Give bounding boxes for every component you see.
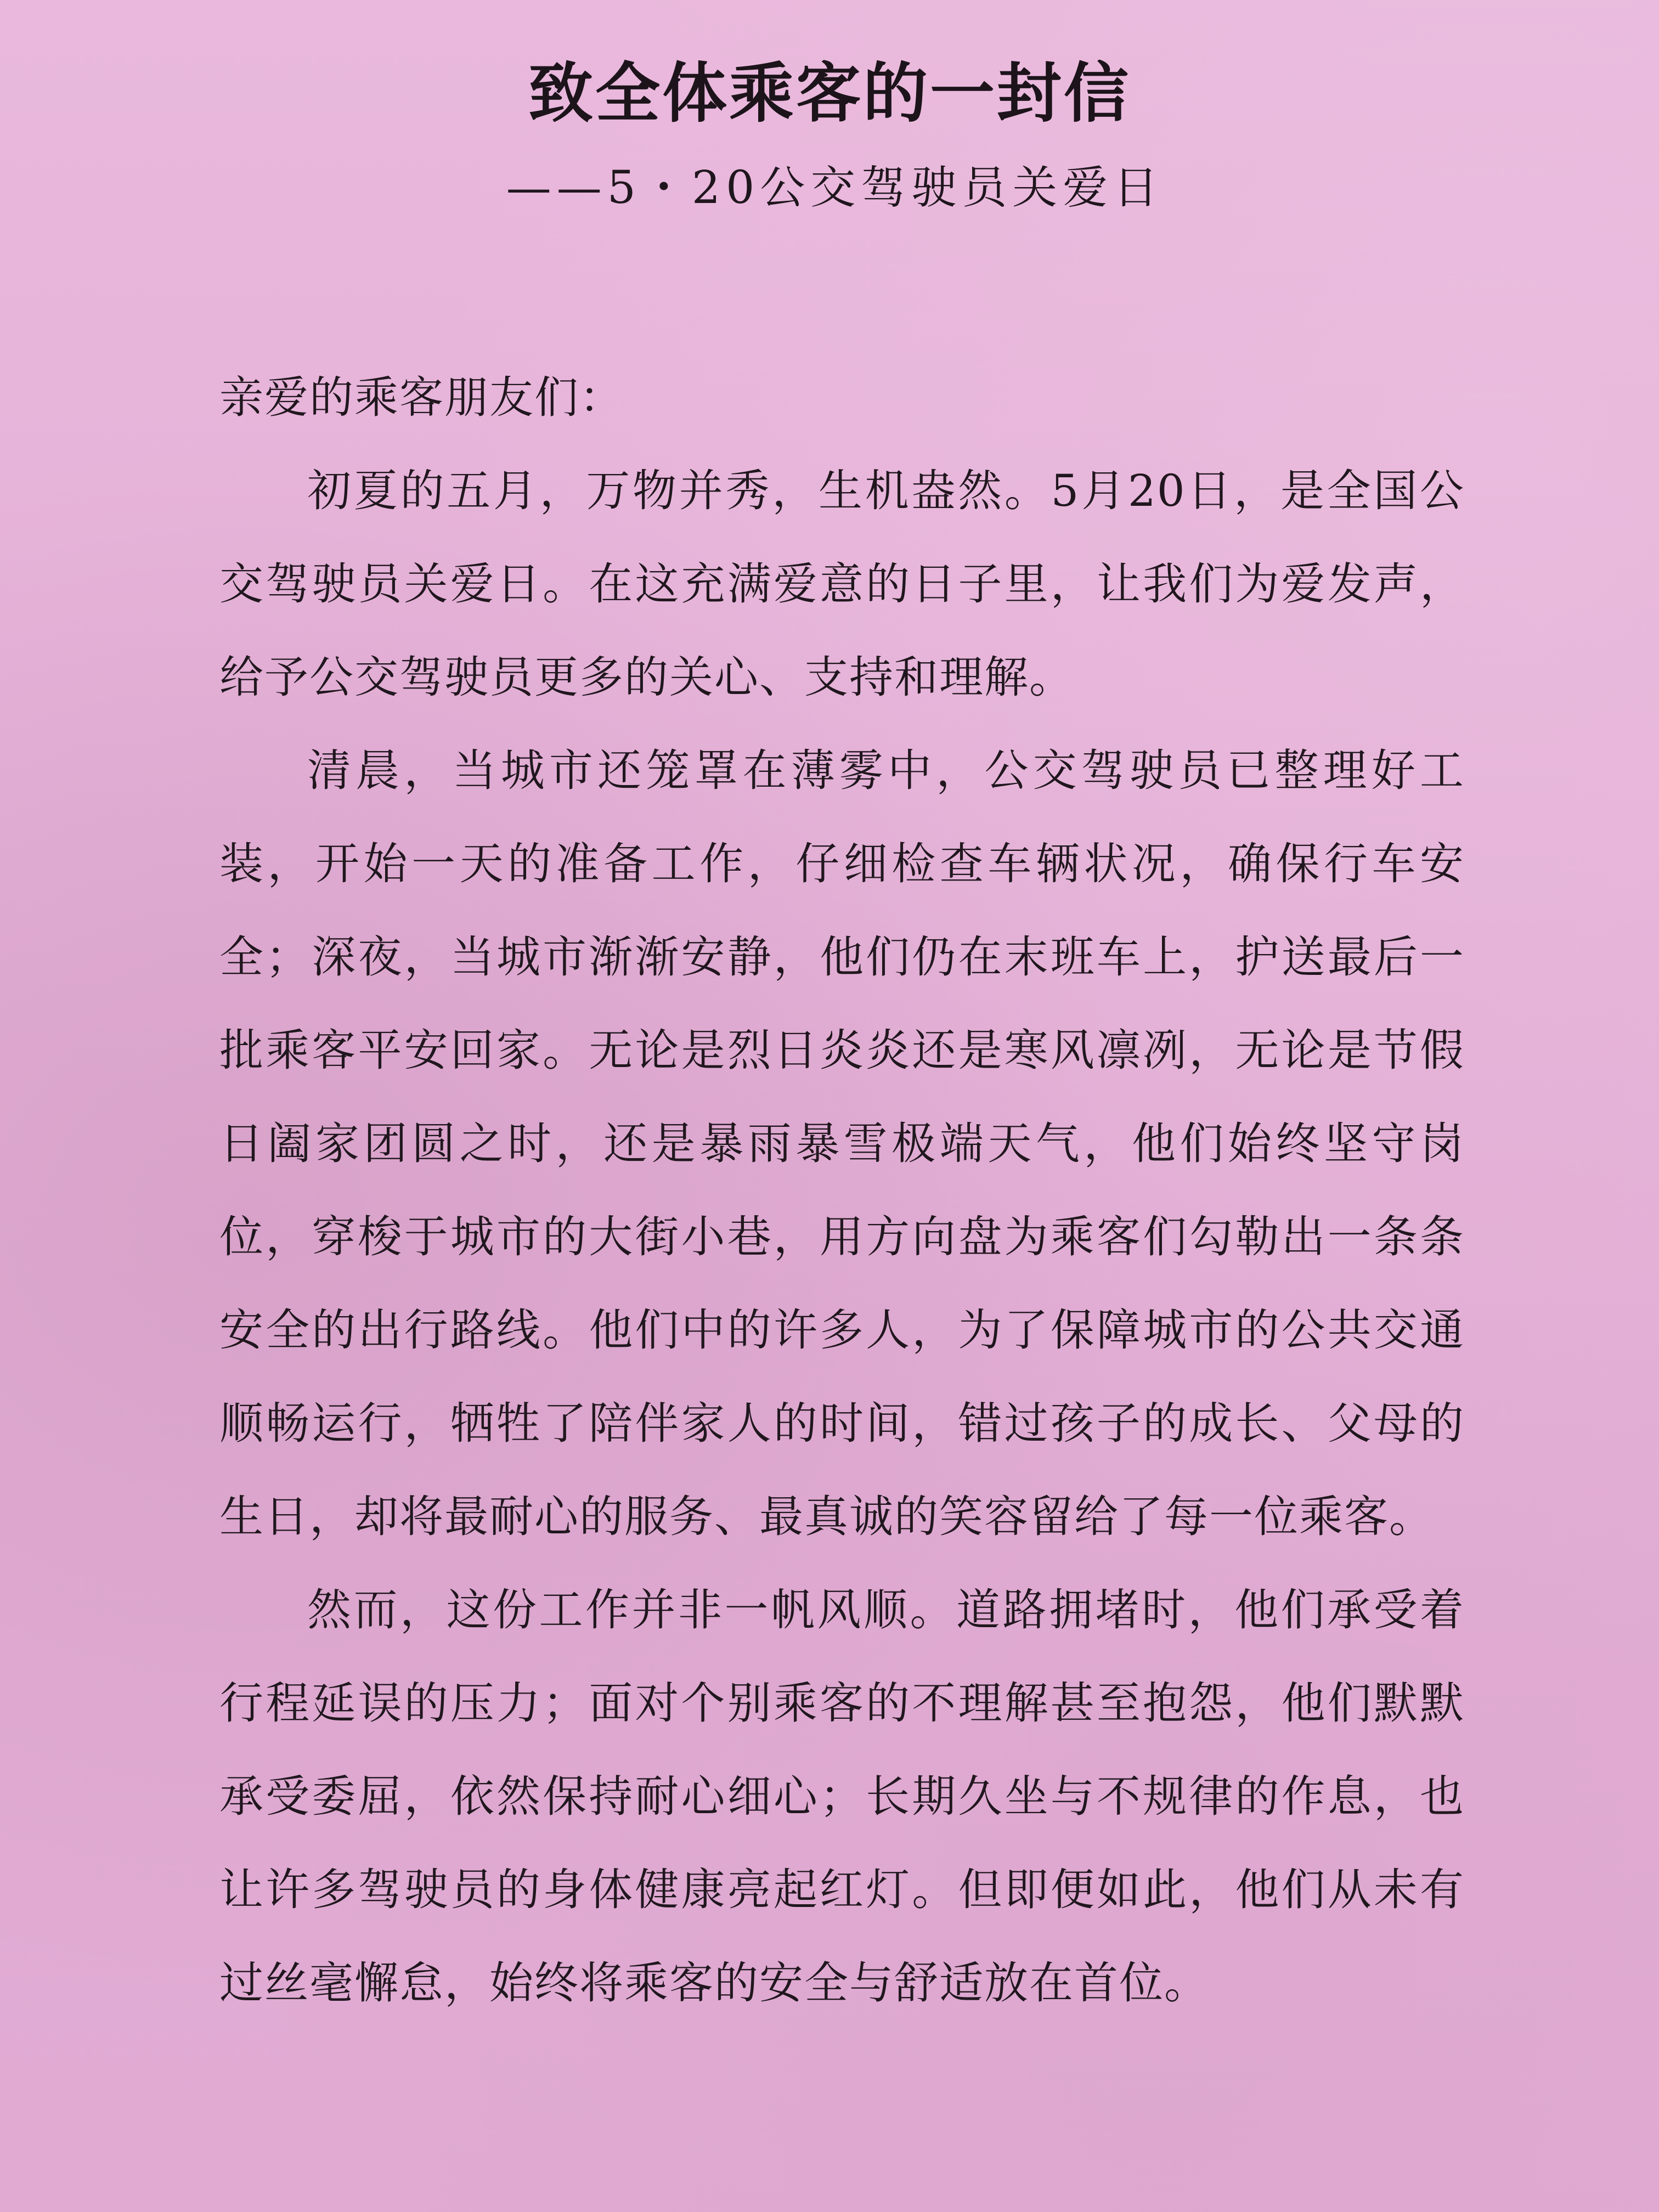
body-paragraph-3: 然而，这份工作并非一帆风顺。道路拥堵时，他们承受着行程延误的压力；面对个别乘客的不理解甚至抱怨，他们默默承受委屈，依然保持耐心细心；长期久坐与不规律的作息，也让许多驾驶员的身体健康亮起红灯。但即便如此，他们从未有过丝毫懈怠，始终将乘客的安全与舒适放在首位。 [219,1584,1465,2008]
body-paragraph-1: 初夏的五月，万物并秀，生机盎然。5月20日，是全国公交驾驶员关爱日。在这充满爱意的日子里，让我们为爱发声，给予公交驾驶员更多的关心、支持和理解。 [219,465,1465,703]
letter-greeting: 亲爱的乘客朋友们： [219,372,624,423]
document-title: 致全体乘客的一封信 [528,55,1131,131]
letter-body [219,351,1465,2030]
document-subtitle: ——5・20公交驾驶员关爱日 [506,162,1164,214]
body-paragraph-2: 清晨，当城市还笼罩在薄雾中，公交驾驶员已整理好工装，开始一天的准备工作，仔细检查车辆状况，确保行车安全；深夜，当城市渐渐安静，他们仍在末班车上，护送最后一批乘客平安回家。无论是烈日炎炎还是寒风凛冽，无论是节假日阖家团圆之时，还是暴雨暴雪极端天气，他们始终坚守岗位，穿梭于城市的大街小巷，用方向盘为乘客们勾勒出一条条安全的出行路线。他们中的许多人，为了保障城市的公共交通顺畅运行，牺牲了陪伴家人的时间，错过孩子的成长、父母的生日，却将最耐心的服务、最真诚的笑容留给了每一位乘客。 [219,745,1465,1542]
